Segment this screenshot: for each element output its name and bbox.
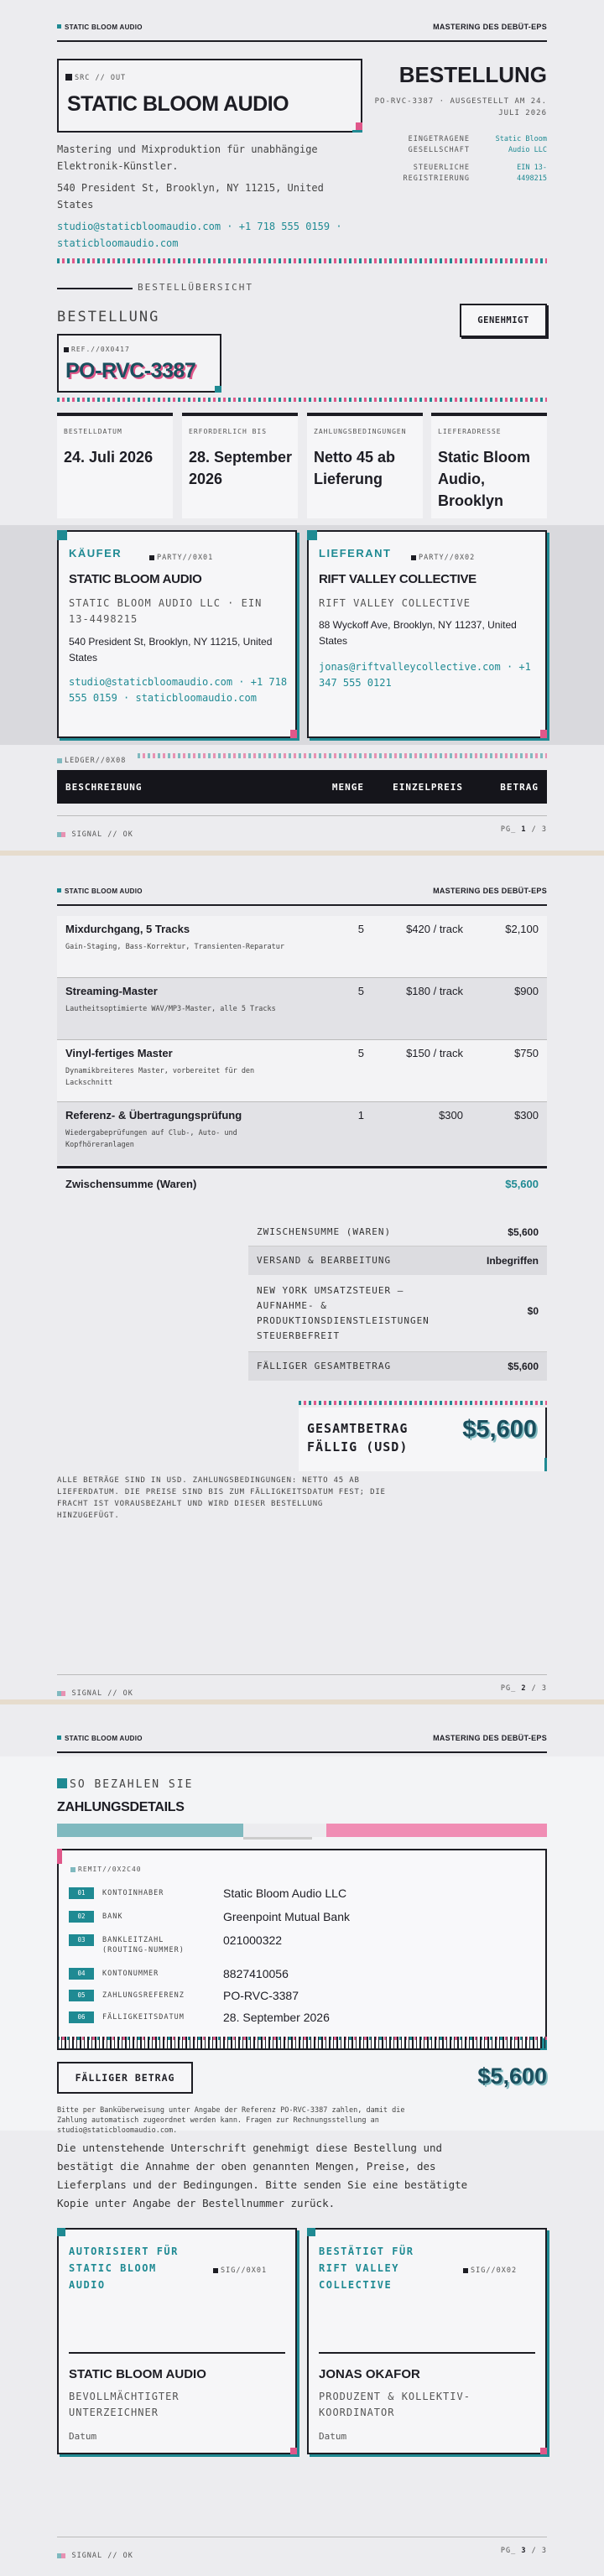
- chip-icon: [65, 74, 72, 81]
- tile-value: Static Bloom Audio, Brooklyn: [438, 449, 531, 509]
- tile-delivery-address: [431, 413, 547, 518]
- row-sub: Dynamikbreiteres Master, vorbereitet für den Lackschnitt: [65, 1067, 255, 1087]
- bank-row: [69, 1965, 534, 1985]
- section-title: BESTELLÜBERSICHT: [138, 282, 253, 293]
- corner-accent: [540, 730, 547, 738]
- signal-label: SIGNAL // OK: [71, 830, 133, 839]
- supplier-contact[interactable]: jonas@riftvalleycollective.com · +1 347 555 0121: [319, 661, 531, 689]
- signer-name: STATIC BLOOM AUDIO: [69, 2367, 206, 2381]
- footer-rule: [57, 1674, 547, 1675]
- doc-title: BESTELLUNG: [398, 62, 547, 87]
- footer-signal: [57, 1684, 133, 1699]
- date-label: Datum: [69, 2431, 97, 2442]
- supplier-card: [307, 530, 547, 738]
- summary-value: $5,600: [508, 1361, 539, 1372]
- chip-icon: [70, 1867, 76, 1872]
- tile-value: Netto 45 ab Lieferung: [314, 449, 396, 487]
- footer-rule: [57, 815, 547, 816]
- corner-accent: [215, 386, 221, 393]
- due-box: [57, 2062, 193, 2094]
- sign-tag: SIG//0X02: [471, 2266, 518, 2275]
- corner-accent: [57, 530, 67, 540]
- summary-value: $0: [527, 1305, 539, 1317]
- total-label: GESAMTBETRAG FÄLLIG (USD): [307, 1421, 409, 1455]
- summary-row: [248, 1275, 547, 1352]
- divider-stripe: [138, 753, 547, 758]
- pg-total: / 3: [531, 1684, 547, 1693]
- seller-contact[interactable]: studio@staticbloomaudio.com · +1 718 555 0159 · staticbloomaudio.com: [57, 221, 342, 249]
- page-number: [501, 2547, 547, 2555]
- row-unit: $150 / track: [406, 1047, 463, 1059]
- corner-accent: [290, 2448, 297, 2454]
- remit-label: REMIT//0X2C40: [78, 1866, 142, 1873]
- row-index: 04: [69, 1968, 94, 1980]
- header-brand: STATIC BLOOM AUDIO: [65, 23, 143, 31]
- ref-label: REF.//0X0417: [71, 346, 130, 353]
- summary-label: NEW YORK UMSATZSTEUER — AUFNAHME- & PRODUKTIONSDIENSTLEISTUNGEN STEUERBEFREIT: [257, 1285, 430, 1341]
- ledger-label: [57, 752, 126, 767]
- sign-heading: AUTORISIERT FÜR STATIC BLOOM AUDIO: [69, 2246, 179, 2291]
- total-value: $5,600: [462, 1416, 537, 1443]
- corner-accent: [540, 2448, 547, 2454]
- row-index: 02: [69, 1911, 94, 1923]
- pg-label: PG_: [500, 825, 517, 834]
- row-desc: Referenz- & Übertragungsprüfung: [65, 1109, 242, 1121]
- status-label: GENEHMIGT: [477, 315, 529, 325]
- row-desc: Streaming-Master: [65, 985, 158, 997]
- table-row: [57, 916, 547, 978]
- chip-icon: [411, 555, 416, 560]
- sign-heading: BESTÄTIGT FÜR RIFT VALLEY COLLECTIVE: [319, 2246, 414, 2291]
- bank-label: BANKLEITZAHL (ROUTING-NUMMER): [102, 1936, 185, 1954]
- due-value: $5,600: [477, 2063, 547, 2089]
- table-header: [57, 770, 547, 804]
- seller-tagline: Mastering und Mixproduktion für unabhängige Elektronik-Künstler.: [57, 143, 318, 172]
- summary-label: VERSAND & BEARBEITUNG: [257, 1255, 392, 1266]
- col-desc: BESCHREIBUNG: [65, 782, 143, 793]
- payment-title: ZAHLUNGSDETAILS: [57, 1800, 185, 1814]
- pg-total: / 3: [531, 825, 547, 834]
- tax-label: STEUERLICHE REGISTRIERUNG: [403, 164, 470, 183]
- buyer-legal: STATIC BLOOM AUDIO LLC · EIN 13-4498215: [69, 597, 263, 625]
- row-desc: Vinyl-fertiges Master: [65, 1047, 173, 1059]
- row-index: 06: [69, 2011, 94, 2023]
- bank-value: Static Bloom Audio LLC: [223, 1886, 347, 1900]
- tile-label: ERFORDERLICH BIS: [189, 428, 268, 435]
- bank-row: [69, 2008, 534, 2028]
- divider-stripe: [57, 398, 547, 402]
- reg-label: EINGETRAGENE GESELLSCHAFT: [408, 135, 470, 154]
- buyer-address: 540 President St, Brooklyn, NY 11215, United States: [69, 636, 273, 664]
- pg-current: 2: [521, 1684, 527, 1693]
- row-desc: Mixdurchgang, 5 Tracks: [65, 923, 190, 935]
- section-rule: [57, 288, 133, 289]
- subtotal-value: $5,600: [505, 1178, 539, 1190]
- bank-label: FÄLLIGKEITSDATUM: [102, 2013, 185, 2022]
- buyer-role: KÄUFER: [69, 547, 122, 559]
- corner-accent: [57, 2228, 65, 2236]
- page-3: [0, 1704, 604, 2576]
- col-amount: BETRAG: [500, 782, 539, 793]
- row-index: 01: [69, 1887, 94, 1899]
- bank-label: KONTOINHABER: [102, 1889, 164, 1897]
- payment-instructions: Bitte per Banküberweisung unter Angabe der Referenz PO-RVC-3387 zahlen, damit die Zahlung automatisch zugeordnet werden kann. Fragen zur Rechnungsstellung an studio@staticbloomaudio.com.: [57, 2106, 405, 2135]
- po-box: [57, 334, 221, 393]
- total-due-box: [299, 1408, 547, 1471]
- bank-row: [69, 1931, 534, 1961]
- footer-signal: [57, 2547, 133, 2562]
- divider-stripe: [57, 258, 547, 263]
- page-1: [0, 0, 604, 851]
- row-sub: Gain-Staging, Bass-Korrektur, Transienten-Reparatur: [65, 943, 284, 951]
- row-qty: 5: [357, 985, 364, 997]
- brand-mark-icon: [57, 24, 61, 29]
- overview-heading: BESTELLUNG: [57, 309, 160, 325]
- row-qty: 5: [357, 923, 364, 935]
- table-row: [57, 978, 547, 1040]
- buyer-name: STATIC BLOOM AUDIO: [69, 572, 202, 586]
- header-brand: STATIC BLOOM AUDIO: [65, 1735, 143, 1742]
- ledger-tag: LEDGER//0X08: [65, 757, 127, 765]
- tile-value: 28. September 2026: [189, 449, 293, 487]
- signature-line: [69, 2352, 285, 2354]
- page-header: [57, 881, 547, 906]
- tile-label: ZAHLUNGSBEDINGUNGEN: [314, 428, 407, 435]
- chip-icon: [57, 1778, 67, 1788]
- summary-value: $5,600: [508, 1226, 539, 1238]
- bank-value: Greenpoint Mutual Bank: [223, 1910, 350, 1923]
- page-header: [57, 1728, 547, 1753]
- sign-tag: SIG//0X01: [221, 2266, 268, 2275]
- pg-current: 3: [521, 2547, 527, 2555]
- seller-address: 540 President St, Brooklyn, NY 11215, United States: [57, 182, 324, 211]
- tile-value: 24. Juli 2026: [64, 449, 154, 466]
- date-label: Datum: [319, 2431, 347, 2442]
- summary-label: FÄLLIGER GESAMTBETRAG: [257, 1361, 392, 1371]
- barcode-strip: [57, 2037, 547, 2048]
- seller-name-box: [57, 59, 362, 133]
- col-qty: MENGE: [331, 782, 364, 793]
- summary-value: Inbegriffen: [487, 1255, 539, 1267]
- row-qty: 5: [357, 1047, 364, 1059]
- col-unit: EINZELPREIS: [393, 782, 463, 793]
- corner-accent: [57, 1849, 62, 1864]
- row-unit: $420 / track: [406, 923, 463, 935]
- status-badge: [460, 304, 547, 337]
- bank-value: 021000322: [223, 1933, 283, 1947]
- summary-row: [248, 1352, 547, 1381]
- chip-icon: [57, 832, 65, 837]
- row-unit: $300: [439, 1109, 463, 1121]
- row-sub: Lautheitsoptimierte WAV/MP3-Master, alle 5 Tracks: [65, 1005, 276, 1013]
- chip-icon: [57, 1691, 65, 1696]
- buyer-tag: PARTY//0X01: [157, 554, 214, 562]
- pg-current: 1: [521, 825, 527, 834]
- buyer-card: [57, 530, 297, 738]
- corner-accent: [307, 530, 317, 540]
- signer-role: PRODUZENT & KOLLEKTIV-KOORDINATOR: [319, 2391, 471, 2418]
- header-doc-title: MASTERING DES DEBÜT-EPS: [433, 887, 547, 895]
- table-row: [57, 1102, 547, 1164]
- sign-intro: Die untenstehende Unterschrift genehmigt diese Bestellung und bestätigt die Annahme der oben genannten Mengen, Preise, des Lieferplans und der Bedingungen. Bitte senden Sie eine bestätigte Kopie unter Angabe der Bestellnummer zurück.: [57, 2141, 468, 2209]
- chip-icon: [149, 555, 154, 560]
- corner-accent: [544, 1458, 547, 1471]
- supplier-name: RIFT VALLEY COLLECTIVE: [319, 572, 476, 586]
- bank-row: [69, 1884, 534, 1904]
- header-doc-title: MASTERING DES DEBÜT-EPS: [433, 1734, 547, 1742]
- subtotal-label: Zwischensumme (Waren): [65, 1178, 197, 1190]
- bank-row: [69, 1907, 534, 1928]
- seller-label: SRC // OUT: [75, 74, 127, 82]
- bank-label: BANK: [102, 1912, 123, 1921]
- summary-row: [248, 1246, 547, 1275]
- row-index: 05: [69, 1990, 94, 2001]
- signal-label: SIGNAL // OK: [71, 1689, 133, 1698]
- due-label: FÄLLIGER BETRAG: [75, 2072, 175, 2084]
- corner-accent: [307, 2228, 315, 2236]
- brand-mark-icon: [57, 888, 61, 892]
- summary-row: [248, 1218, 547, 1246]
- tile-required-by: [182, 413, 298, 518]
- tile-order-date: [57, 413, 173, 518]
- chip-icon: [57, 2553, 65, 2558]
- payment-color-bar: [57, 1824, 547, 1837]
- footer-signal: [57, 825, 133, 840]
- signal-label: SIGNAL // OK: [71, 2552, 133, 2560]
- bank-label: ZAHLUNGSREFERENZ: [102, 1991, 185, 2000]
- bank-value: PO-RVC-3387: [223, 1989, 299, 2002]
- row-sub: Wiedergabeprüfungen auf Club-, Auto- und Kopfhöreranlagen: [65, 1129, 237, 1149]
- tile-label: BESTELLDATUM: [64, 428, 122, 435]
- row-amount: $300: [514, 1109, 539, 1121]
- chip-icon: [64, 347, 69, 352]
- tile-label: LIEFERADRESSE: [438, 428, 502, 435]
- row-unit: $180 / track: [406, 985, 463, 997]
- page-2: [0, 856, 604, 1699]
- page-number: [501, 825, 547, 834]
- supplier-legal: RIFT VALLEY COLLECTIVE: [319, 597, 471, 609]
- row-amount: $2,100: [505, 923, 539, 935]
- po-number: PO-RVC-3387: [65, 359, 196, 382]
- bank-label: KONTONUMMER: [102, 1970, 159, 1978]
- pg-total: / 3: [531, 2547, 547, 2555]
- row-index: 03: [69, 1934, 94, 1946]
- header-doc-title: MASTERING DES DEBÜT-EPS: [433, 23, 547, 31]
- header-brand: STATIC BLOOM AUDIO: [65, 887, 143, 895]
- summary-label: ZWISCHENSUMME (WAREN): [257, 1226, 392, 1237]
- page-number: [501, 1684, 547, 1693]
- tile-payment-terms: [307, 413, 423, 518]
- table-row: [57, 1040, 547, 1102]
- bar-underline: [243, 1837, 312, 1840]
- tax-value: EIN 13-4498215: [517, 164, 547, 183]
- row-qty: 1: [357, 1109, 364, 1121]
- row-amount: $750: [514, 1047, 539, 1059]
- signer-name: JONAS OKAFOR: [319, 2367, 420, 2381]
- divider-stripe: [299, 1401, 547, 1405]
- sign-card-right: [307, 2228, 547, 2454]
- bank-value: 28. September 2026: [223, 2011, 330, 2024]
- chip-icon: [57, 758, 62, 763]
- reg-value: Static Bloom Audio LLC: [495, 135, 547, 154]
- sign-card-left: [57, 2228, 297, 2454]
- supplier-role: LIEFERANT: [319, 547, 392, 559]
- chip-icon: [463, 2268, 468, 2273]
- chip-icon: [213, 2268, 218, 2273]
- payment-kicker: [57, 1777, 193, 1792]
- corner-accent: [290, 730, 297, 738]
- signer-role: BEVOLLMÄCHTIGTER UNTERZEICHNER: [69, 2391, 180, 2418]
- supplier-address: 88 Wyckoff Ave, Brooklyn, NY 11237, United States: [319, 619, 517, 647]
- signature-line: [319, 2352, 535, 2354]
- bank-row: [69, 1986, 534, 2006]
- row-amount: $900: [514, 985, 539, 997]
- kicker-label: SO BEZAHLEN SIE: [70, 1778, 194, 1791]
- bank-value: 8827410056: [223, 1967, 289, 1980]
- doc-meta: PO-RVC-3387 · AUSGESTELLT AM 24. JULI 2026: [374, 97, 547, 117]
- pg-label: PG_: [500, 1684, 517, 1693]
- pg-label: PG_: [500, 2547, 517, 2555]
- subtotal-rule: [57, 1166, 547, 1168]
- supplier-tag: PARTY//0X02: [419, 554, 476, 562]
- seller-name: STATIC BLOOM AUDIO: [67, 92, 289, 116]
- buyer-contact[interactable]: studio@staticbloomaudio.com · +1 718 555 0159 · staticbloomaudio.com: [69, 676, 288, 704]
- terms-note: ALLE BETRÄGE SIND IN USD. ZAHLUNGSBEDINGUNGEN: NETTO 45 AB LIEFERDATUM. DIE PREISE SIND BIS ZUM FÄLLIGKEITSDATUM FEST; DIE FRACHT IST VORAUSBEZAHLT UND WIRD DIESER BESTELLUNG HINZUGEFÜGT.: [57, 1476, 386, 1520]
- page-header: [57, 17, 547, 42]
- corner-accent: [352, 130, 362, 133]
- brand-mark-icon: [57, 1736, 61, 1740]
